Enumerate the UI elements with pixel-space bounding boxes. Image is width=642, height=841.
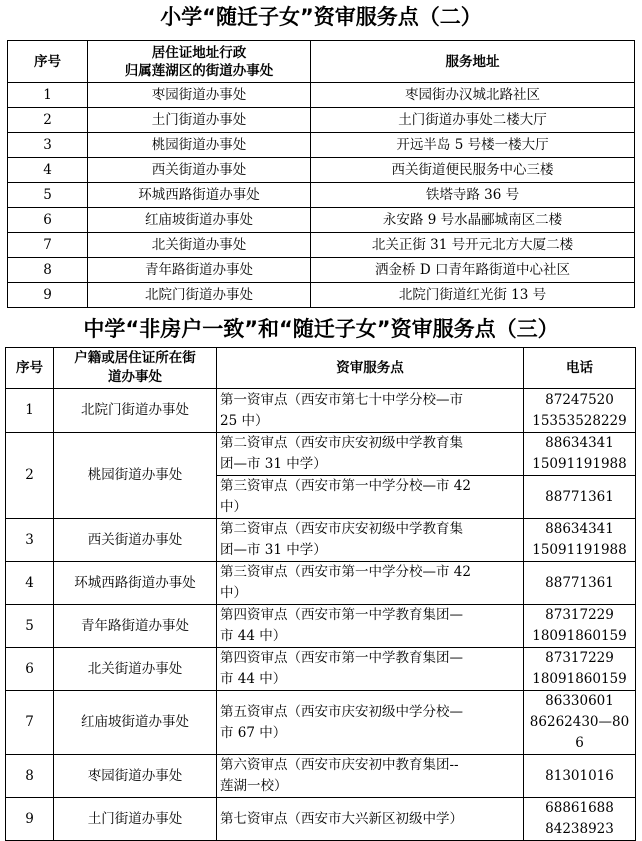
- row-phone: [524, 433, 636, 476]
- phone-number: 15353528229: [532, 412, 627, 429]
- phone-number: 87317229: [545, 607, 614, 623]
- service-point-line1: 第二资审点（西安市庆安初级中学教育集: [220, 435, 463, 451]
- service-point-line2: 莲湖一校）: [220, 778, 288, 794]
- row-street: 西关街道办事处: [88, 158, 311, 183]
- row-number: 2: [8, 108, 88, 133]
- service-point-line2: 团—市 31 中学）: [220, 542, 327, 558]
- table-row: [8, 108, 635, 133]
- table-row: [6, 755, 636, 798]
- table-row: [6, 389, 636, 433]
- row-number: 2: [6, 433, 54, 519]
- phone-number: 68861688: [545, 800, 614, 816]
- header-address: 服务地址: [311, 41, 635, 83]
- table-row: [8, 133, 635, 158]
- service-point-line1: 第三资审点（西安市第一中学分校—市 42: [220, 478, 471, 494]
- row-phone: [524, 476, 636, 519]
- table1-title: 小学“随迁子女”资审服务点（二）: [160, 5, 482, 29]
- row-street: 环城西路街道办事处: [54, 562, 217, 605]
- row-phone: [524, 755, 636, 798]
- row-street: 北院门街道办事处: [88, 283, 311, 308]
- service-point-line1: 第一资审点（西安市第七十中学分校—市: [220, 391, 463, 408]
- service-point-line2: 中）: [220, 499, 247, 515]
- phone-number: 81301016: [545, 767, 614, 784]
- row-address: 铁塔寺路 36 号: [311, 183, 635, 208]
- row-street: 枣园街道办事处: [88, 83, 311, 108]
- row-address: 永安路 9 号水晶郦城南区二楼: [311, 208, 635, 233]
- header-phone: 电话: [524, 348, 636, 389]
- row-service-point: [217, 648, 524, 691]
- row-street: 桃园街道办事处: [54, 433, 217, 519]
- table-row: [8, 233, 635, 258]
- row-number: 1: [6, 389, 54, 433]
- row-address: 土门街道办事处二楼大厅: [311, 108, 635, 133]
- service-point-line1: 第六资审点（西安市庆安初中教育集团--: [220, 757, 459, 773]
- table-row: [6, 562, 636, 605]
- row-number: 9: [6, 798, 54, 841]
- phone-number: 6: [575, 735, 584, 751]
- row-service-point: [217, 389, 524, 433]
- service-point-line1: 第七资审点（西安市大兴新区初级中学）: [220, 810, 463, 827]
- table2-title: 中学“非房户一致”和“随迁子女”资审服务点（三）: [83, 317, 559, 341]
- row-number: 3: [6, 519, 54, 562]
- row-street: 土门街道办事处: [88, 108, 311, 133]
- service-point-line1: 第四资审点（西安市第一中学教育集团—: [220, 650, 463, 666]
- phone-number: 84238923: [545, 821, 614, 837]
- row-service-point: [217, 755, 524, 798]
- header-street-line1: 居住证地址行政: [151, 44, 247, 61]
- header-street: [54, 348, 217, 389]
- row-street: 红庙坡街道办事处: [88, 208, 311, 233]
- row-service-point: [217, 519, 524, 562]
- header-no: 序号: [6, 348, 54, 389]
- row-address: 北院门街道红光街 13 号: [311, 283, 635, 308]
- row-street: 北关街道办事处: [54, 648, 217, 691]
- row-address: 开远半岛 5 号楼一楼大厅: [311, 133, 635, 158]
- header-street: [88, 41, 311, 83]
- phone-number: 15091191988: [532, 456, 627, 472]
- row-service-point: [217, 605, 524, 648]
- row-street: 北院门街道办事处: [54, 389, 217, 433]
- row-number: 9: [8, 283, 88, 308]
- table-header-row: [6, 348, 636, 389]
- row-number: 7: [6, 691, 54, 755]
- table-row: [8, 258, 635, 283]
- row-phone: [524, 648, 636, 691]
- phone-number: 18091860159: [532, 628, 627, 644]
- phone-number: 18091860159: [532, 671, 627, 687]
- service-point-line1: 第三资审点（西安市第一中学分校—市 42: [220, 564, 471, 580]
- row-number: 8: [6, 755, 54, 798]
- table-row: [6, 798, 636, 841]
- row-street: 枣园街道办事处: [54, 755, 217, 798]
- phone-number: 87317229: [545, 650, 614, 666]
- table-row: [6, 605, 636, 648]
- table-row: [8, 283, 635, 308]
- row-service-point: [217, 798, 524, 841]
- row-address: 北关正街 31 号开元北方大厦二楼: [311, 233, 635, 258]
- row-number: 6: [6, 648, 54, 691]
- header-street-line2: 道办事处: [108, 369, 162, 385]
- phone-number: 88634341: [545, 435, 614, 451]
- row-service-point: [217, 433, 524, 476]
- row-number: 5: [8, 183, 88, 208]
- primary-school-service-table: [7, 40, 635, 308]
- table-row: [8, 158, 635, 183]
- row-number: 4: [8, 158, 88, 183]
- row-service-point: [217, 691, 524, 755]
- row-address: 西关街道便民服务中心三楼: [311, 158, 635, 183]
- service-point-line1: 第五资审点（西安市庆安初级中学分校—: [220, 703, 463, 720]
- phone-number: 15091191988: [532, 542, 627, 558]
- row-number: 5: [6, 605, 54, 648]
- header-no: 序号: [8, 41, 88, 83]
- row-street: 红庙坡街道办事处: [54, 691, 217, 755]
- row-phone: [524, 389, 636, 433]
- header-street-line1: 户籍或居住证所在街: [74, 350, 196, 366]
- service-point-line1: 第二资审点（西安市庆安初级中学教育集: [220, 521, 463, 537]
- phone-number: 86330601: [545, 693, 614, 709]
- row-street: 桃园街道办事处: [88, 133, 311, 158]
- row-phone: [524, 605, 636, 648]
- table-row: [6, 519, 636, 562]
- service-point-line2: 市 44 中）: [220, 628, 287, 644]
- service-point-line1: 第四资审点（西安市第一中学教育集团—: [220, 607, 463, 623]
- table-row: [6, 648, 636, 691]
- table-row: [6, 433, 636, 476]
- phone-number: 88771361: [545, 574, 614, 591]
- service-point-line2: 市 67 中）: [220, 724, 287, 741]
- row-number: 3: [8, 133, 88, 158]
- table-row: [8, 183, 635, 208]
- header-street-line2: 归属莲湖区的街道办事处: [124, 62, 274, 79]
- phone-number: 88771361: [545, 488, 614, 505]
- row-street: 土门街道办事处: [54, 798, 217, 841]
- row-phone: [524, 691, 636, 755]
- phone-number: 86262430—80: [529, 714, 630, 730]
- row-number: 1: [8, 83, 88, 108]
- row-street: 北关街道办事处: [88, 233, 311, 258]
- service-point-line2: 团—市 31 中学）: [220, 456, 327, 472]
- row-number: 6: [8, 208, 88, 233]
- service-point-line2: 25 中）: [220, 412, 269, 429]
- header-point: 资审服务点: [217, 348, 524, 389]
- row-street: 西关街道办事处: [54, 519, 217, 562]
- row-service-point: [217, 562, 524, 605]
- middle-school-service-table: [5, 347, 636, 841]
- row-street: 青年路街道办事处: [88, 258, 311, 283]
- row-street: 青年路街道办事处: [54, 605, 217, 648]
- row-number: 4: [6, 562, 54, 605]
- row-street: 环城西路街道办事处: [88, 183, 311, 208]
- row-number: 7: [8, 233, 88, 258]
- table-header-row: [8, 41, 635, 83]
- row-phone: [524, 562, 636, 605]
- row-service-point: [217, 476, 524, 519]
- row-phone: [524, 519, 636, 562]
- table-row: [8, 83, 635, 108]
- row-address: 洒金桥 D 口青年路街道中心社区: [311, 258, 635, 283]
- phone-number: 88634341: [545, 521, 614, 537]
- phone-number: 87247520: [545, 391, 614, 408]
- table-row: [8, 208, 635, 233]
- row-phone: [524, 798, 636, 841]
- row-number: 8: [8, 258, 88, 283]
- table-row: [6, 691, 636, 755]
- service-point-line2: 中）: [220, 585, 247, 601]
- service-point-line2: 市 44 中）: [220, 671, 287, 687]
- row-address: 枣园街办汉城北路社区: [311, 83, 635, 108]
